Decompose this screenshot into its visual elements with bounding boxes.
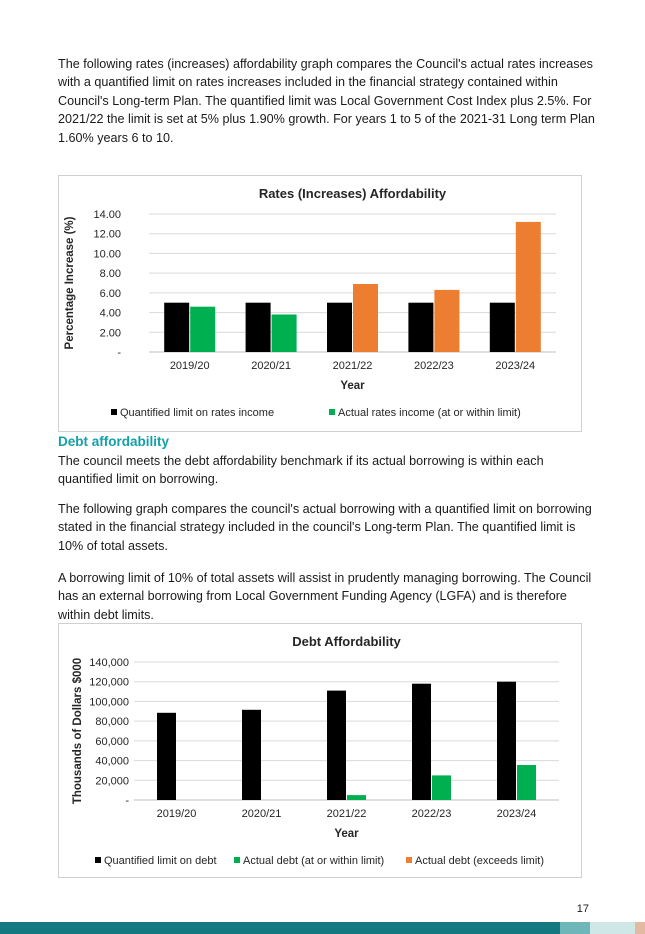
legend-label: Quantified limit on rates income	[120, 407, 275, 419]
y-tick-label: 12.00	[93, 228, 121, 241]
legend-label: Actual rates income (at or within limit)	[338, 407, 521, 419]
y-tick-label: 140,000	[89, 657, 129, 669]
footer-bar	[0, 922, 645, 934]
debt-chart-svg	[59, 624, 581, 877]
y-tick-label: -	[125, 795, 129, 807]
bar-quantified-limit-on-debt	[412, 684, 431, 800]
x-tick-label: 2023/24	[496, 808, 537, 820]
bar-actual-rates-income-exceeds-limit-	[353, 284, 378, 352]
x-tick-label: 2020/21	[241, 808, 282, 820]
y-tick-label: 20,000	[95, 775, 129, 788]
bar-actual-rates-income-at-or-within-limit-	[272, 315, 297, 353]
x-tick-label: 2022/23	[414, 360, 454, 372]
bar-quantified-limit-on-rates-income	[164, 303, 189, 352]
y-axis-label: Thousands of Dollars $000	[72, 657, 84, 805]
rates-chart-svg	[59, 176, 581, 431]
bar-actual-rates-income-at-or-within-limit-	[190, 307, 215, 352]
legend-swatch	[95, 857, 101, 863]
x-tick-label: 2022/23	[411, 808, 452, 820]
x-tick-label: 2023/24	[495, 360, 536, 372]
x-tick-label: 2020/21	[251, 360, 291, 372]
debt-limit-paragraph: A borrowing limit of 10% of total assets will assist in prudently managing borrowing. The Council has an external borrowing from Local Government Funding Agency (LGFA) and is therefore within debt limits.	[58, 571, 592, 622]
legend-label: Quantified limit on debt	[104, 855, 217, 867]
y-tick-label: 4.00	[99, 307, 121, 320]
chart-title: Rates (Increases) Affordability	[258, 186, 447, 201]
debt-affordability-heading: Debt affordability	[58, 434, 170, 449]
legend-label: Actual debt (exceeds limit)	[415, 855, 544, 867]
footer-segment	[635, 922, 645, 934]
y-tick-label: 100,000	[89, 696, 129, 709]
bar-actual-debt-at-or-within-limit-	[517, 765, 536, 800]
x-axis-label: Year	[340, 380, 365, 392]
bar-quantified-limit-on-rates-income	[327, 303, 352, 352]
y-tick-label: 10.00	[93, 248, 121, 261]
y-tick-label: 120,000	[89, 676, 129, 689]
legend-swatch	[111, 409, 117, 415]
y-tick-label: 80,000	[95, 716, 129, 729]
x-tick-label: 2021/22	[326, 808, 367, 820]
bar-quantified-limit-on-debt	[157, 713, 176, 800]
y-axis-label: Percentage Increase (%)	[64, 216, 76, 350]
y-tick-label: 6.00	[99, 287, 121, 300]
bar-actual-rates-income-exceeds-limit-	[516, 222, 541, 352]
y-tick-label: -	[117, 347, 121, 359]
legend-swatch	[234, 857, 240, 863]
chart-title: Debt Affordability	[292, 634, 401, 649]
debt-affordability-chart	[58, 623, 582, 878]
legend-label: Actual debt (at or within limit)	[243, 855, 385, 867]
debt-benchmark-paragraph: The council meets the debt affordability benchmark if its actual borrowing is within each quantified limit on borrowing.	[58, 454, 544, 487]
intro-paragraph: The following rates (increases) affordability graph compares the Council's actual rates increases with a quantified limit on rates increases included in the financial strategy contained within Council's Long-term Plan. The quantified limit was Local Government Cost Index plus 2.5%. For 2021/22 the limit is set at 5% plus 1.90% growth. For years 1 to 5 of the 2021-31 Long term Plan 1.60% years 6 to 10.	[58, 57, 595, 145]
legend-swatch	[329, 409, 335, 415]
legend-swatch	[406, 857, 412, 863]
bar-quantified-limit-on-debt	[242, 710, 261, 800]
bar-actual-debt-at-or-within-limit-	[432, 775, 451, 800]
bar-quantified-limit-on-debt	[327, 691, 346, 800]
footer-segment	[0, 922, 560, 934]
x-tick-label: 2019/20	[156, 808, 197, 820]
debt-graph-paragraph: The following graph compares the council's actual borrowing with a quantified limit on borrowing stated in the financial strategy included in the council's Long-term Plan. The quantified limit is 10% of total assets.	[58, 502, 592, 553]
page-number: 17	[576, 903, 589, 915]
bar-quantified-limit-on-rates-income	[246, 303, 271, 352]
footer-segment	[590, 922, 635, 934]
y-tick-label: 14.00	[93, 209, 121, 221]
bar-actual-debt-at-or-within-limit-	[347, 795, 366, 800]
x-axis-label: Year	[334, 828, 359, 840]
y-tick-label: 40,000	[95, 755, 129, 768]
x-tick-label: 2021/22	[332, 360, 373, 372]
y-tick-label: 2.00	[99, 327, 121, 340]
bar-actual-rates-income-exceeds-limit-	[434, 290, 459, 352]
bar-quantified-limit-on-debt	[497, 682, 516, 800]
rates-affordability-chart	[58, 175, 582, 432]
y-tick-label: 60,000	[95, 735, 129, 748]
footer-segment	[560, 922, 590, 934]
y-tick-label: 8.00	[99, 268, 121, 281]
bar-quantified-limit-on-rates-income	[408, 303, 433, 352]
bar-quantified-limit-on-rates-income	[490, 303, 515, 352]
x-tick-label: 2019/20	[169, 360, 210, 372]
